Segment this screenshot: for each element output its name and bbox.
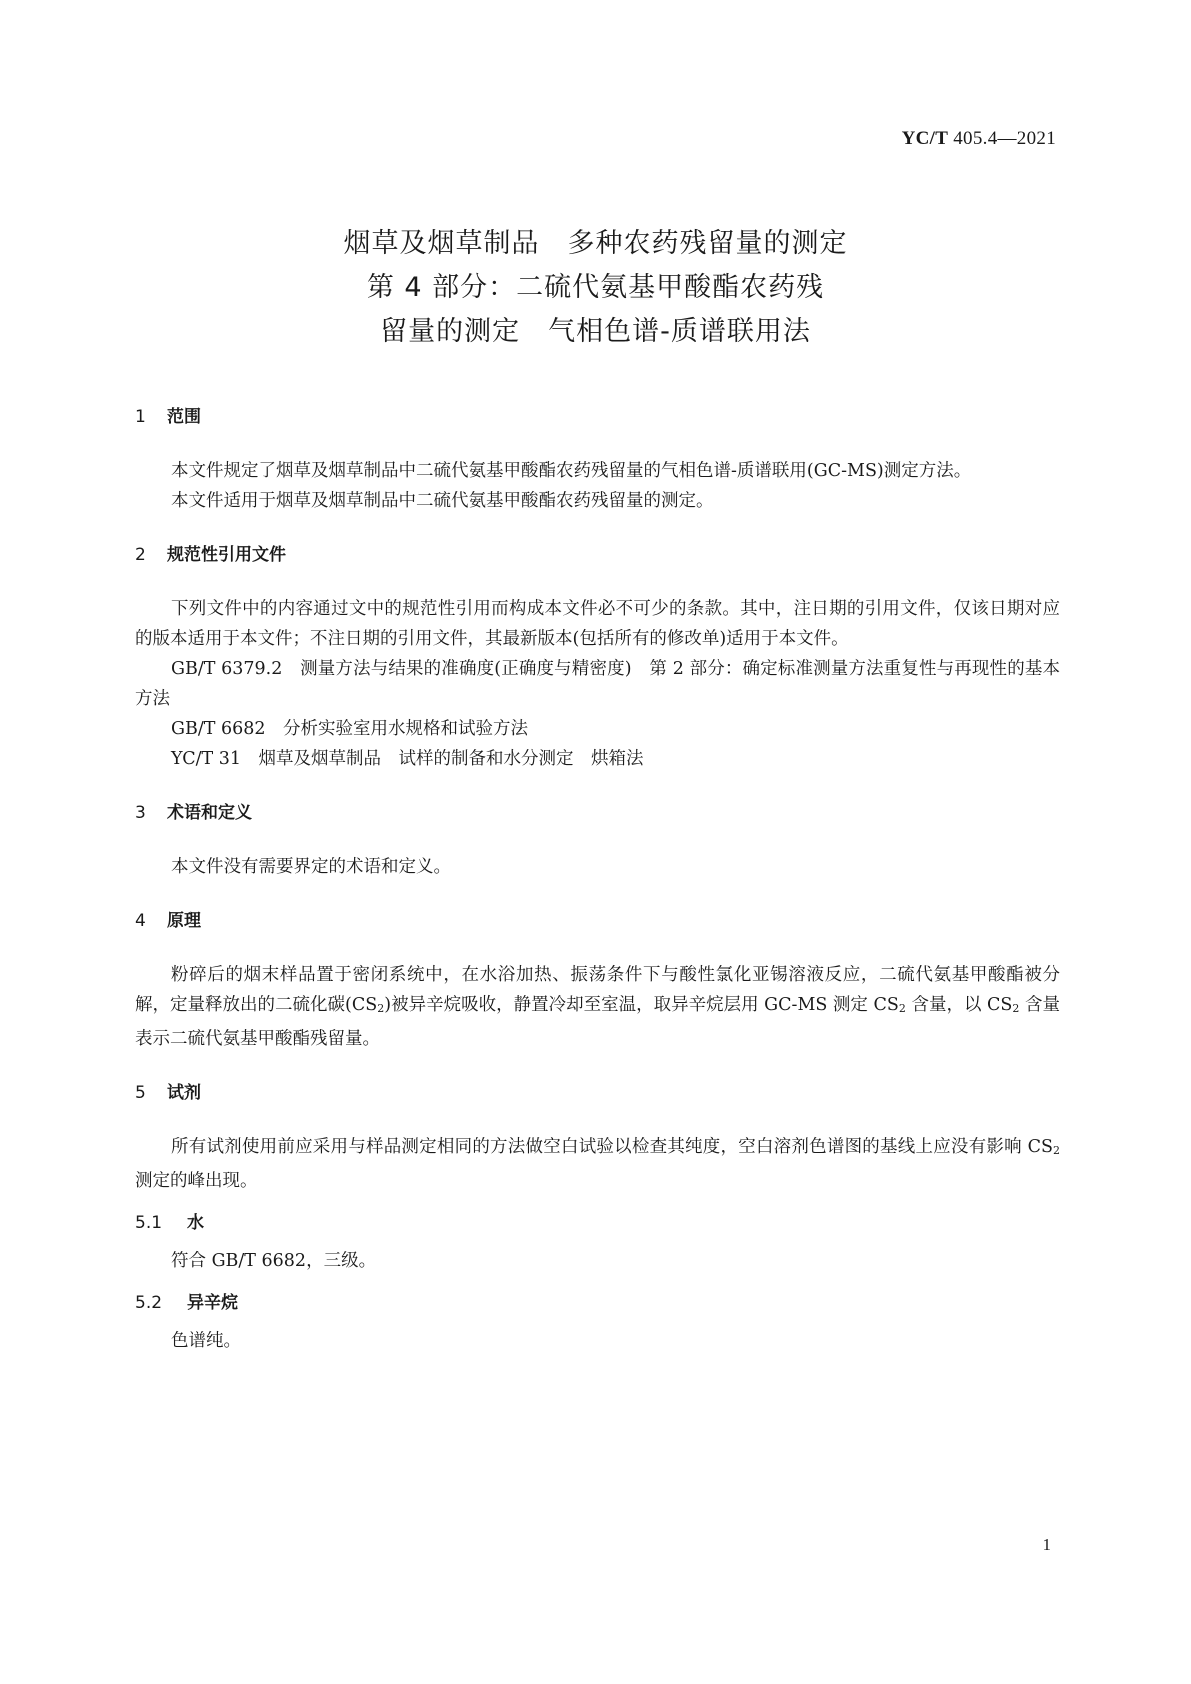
section-title: 规范性引用文件 bbox=[167, 545, 286, 565]
text-run: 粉碎后的烟末样品置于密闭系统中，在水浴加热、振荡条件下与酸性氯化亚锡溶液反应，二硫代氨基甲酸酯被分解，定量释放出的二硫化碳(CS bbox=[135, 965, 1060, 1015]
standard-year: 405.4—2021 bbox=[953, 128, 1056, 149]
subscript: 2 bbox=[1012, 1002, 1020, 1015]
subsection-5-1-heading bbox=[135, 1210, 1060, 1236]
text-run: 含量，以 CS bbox=[905, 995, 1013, 1015]
section-2-heading bbox=[135, 542, 1060, 568]
reference-item: GB/T 6379.2 测量方法与结果的准确度(正确度与精密度) 第 2 部分：确定标准测量方法重复性与再现性的基本方法 bbox=[135, 659, 1060, 709]
page-number: 1 bbox=[1042, 1535, 1051, 1554]
subsection-number: 5.2 bbox=[135, 1293, 163, 1313]
reference-item: GB/T 6682 分析实验室用水规格和试验方法 bbox=[171, 719, 529, 739]
subscript: 2 bbox=[377, 1002, 385, 1015]
section-title: 术语和定义 bbox=[167, 803, 252, 823]
document-body bbox=[135, 404, 1060, 1356]
paragraph bbox=[135, 960, 1060, 1054]
paragraph: 符合 GB/T 6682，三级。 bbox=[171, 1251, 377, 1271]
section-4-heading bbox=[135, 908, 1060, 934]
section-number: 1 bbox=[135, 407, 146, 427]
paragraph: 本文件规定了烟草及烟草制品中二硫代氨基甲酸酯农药残留量的气相色谱-质谱联用(GC-MS)测定方法。 bbox=[171, 461, 972, 481]
paragraph: 下列文件中的内容通过文中的规范性引用而构成本文件必不可少的条款。其中，注日期的引用文件，仅该日期对应的版本适用于本文件；不注日期的引用文件，其最新版本(包括所有的修改单)适用于本文件。 bbox=[135, 599, 1060, 649]
subscript: 2 bbox=[898, 1002, 906, 1015]
text-run: )被异辛烷吸收，静置冷却至室温，取异辛烷层用 GC-MS 测定 CS bbox=[384, 995, 899, 1015]
text-run: 所有试剂使用前应采用与样品测定相同的方法做空白试验以检查其纯度，空白溶剂色谱图的基线上应没有影响 CS bbox=[171, 1137, 1053, 1157]
title-line-1: 烟草及烟草制品 多种农药残留量的测定 bbox=[343, 228, 848, 259]
paragraph: 本文件没有需要界定的术语和定义。 bbox=[171, 857, 451, 877]
subsection-title: 异辛烷 bbox=[187, 1293, 238, 1313]
section-title: 试剂 bbox=[167, 1083, 201, 1103]
standard-number bbox=[902, 128, 1056, 150]
section-5-heading bbox=[135, 1080, 1060, 1106]
section-number: 2 bbox=[135, 545, 146, 565]
paragraph bbox=[135, 1132, 1060, 1196]
document-title bbox=[0, 222, 1191, 354]
section-number: 4 bbox=[135, 911, 146, 931]
paragraph: 本文件适用于烟草及烟草制品中二硫代氨基甲酸酯农药残留量的测定。 bbox=[171, 491, 714, 511]
text-run: 测定的峰出现。 bbox=[135, 1171, 258, 1191]
subsection-5-2-heading bbox=[135, 1290, 1060, 1316]
reference-item: YC/T 31 烟草及烟草制品 试样的制备和水分测定 烘箱法 bbox=[171, 749, 644, 769]
section-title: 范围 bbox=[167, 407, 201, 427]
section-1-heading bbox=[135, 404, 1060, 430]
subsection-title: 水 bbox=[187, 1213, 204, 1233]
text-run: 含量表示二硫代氨基甲酸酯残留量。 bbox=[135, 995, 1060, 1049]
subsection-number: 5.1 bbox=[135, 1213, 163, 1233]
standard-code: YC/T bbox=[901, 128, 949, 149]
paragraph: 色谱纯。 bbox=[171, 1331, 241, 1351]
section-title: 原理 bbox=[167, 911, 201, 931]
section-number: 3 bbox=[135, 803, 146, 823]
section-number: 5 bbox=[135, 1083, 146, 1103]
section-3-heading bbox=[135, 800, 1060, 826]
subscript: 2 bbox=[1053, 1144, 1060, 1157]
title-line-2: 第 4 部分：二硫代氨基甲酸酯农药残 bbox=[366, 272, 825, 303]
title-line-3: 留量的测定 气相色谱-质谱联用法 bbox=[380, 316, 811, 347]
